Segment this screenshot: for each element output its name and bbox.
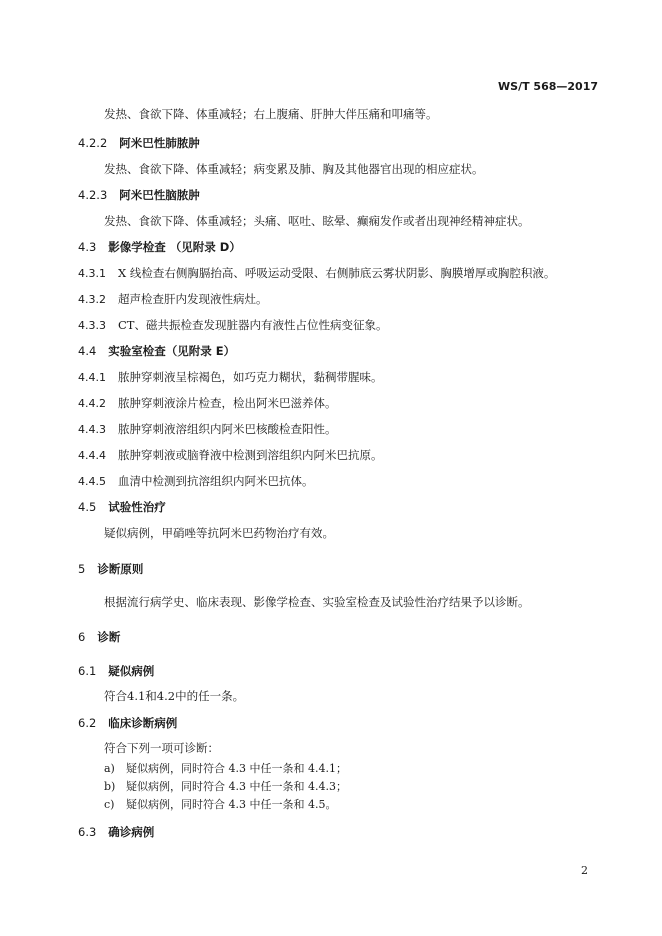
numbered-item: 4.4.5 血清中检测到抗溶组织内阿米巴抗体。 — [78, 474, 314, 488]
paragraph: 根据流行病学史、临床表现、影像学检查、实验室检查及试验性治疗结果予以诊断。 — [104, 595, 530, 609]
paragraph: 疑似病例，甲硝唑等抗阿米巴药物治疗有效。 — [104, 526, 334, 540]
section-heading: 6.2 临床诊断病例 — [78, 716, 178, 730]
list-item: c) 疑似病例，同时符合 4.3 中任一条和 4.5。 — [104, 798, 337, 811]
paragraph: 符合4.1和4.2中的任一条。 — [104, 689, 245, 703]
list-item: a) 疑似病例，同时符合 4.3 中任一条和 4.4.1； — [104, 762, 347, 775]
section-heading: 4.4 实验室检查（见附录 E） — [78, 344, 236, 358]
document-header-code: WS/T 568—2017 — [498, 80, 598, 93]
paragraph: 发热、食欲下降、体重减轻；右上腹痛、肝肿大伴压痛和叩痛等。 — [104, 107, 438, 121]
section-heading: 6.1 疑似病例 — [78, 664, 155, 678]
list-item: b) 疑似病例，同时符合 4.3 中任一条和 4.4.3； — [104, 780, 347, 793]
page-number: 2 — [581, 864, 588, 877]
numbered-item: 4.3.1 X 线检查右侧胸膈抬高、呼吸运动受限、右侧肺底云雾状阴影、胸膜增厚或胸腔积液。 — [78, 266, 556, 280]
numbered-item: 4.3.2 超声检查肝内发现液性病灶。 — [78, 292, 268, 306]
numbered-item: 4.4.1 脓肿穿刺液呈棕褐色，如巧克力糊状，黏稠带腥味。 — [78, 370, 383, 384]
section-heading: 5 诊断原则 — [78, 562, 144, 576]
section-heading: 4.2.3 阿米巴性脑脓肿 — [78, 188, 200, 202]
section-heading: 6 诊断 — [78, 630, 121, 644]
numbered-item: 4.4.3 脓肿穿刺液溶组织内阿米巴核酸检查阳性。 — [78, 422, 337, 436]
numbered-item: 4.4.4 脓肿穿刺液或脑脊液中检测到溶组织内阿米巴抗原。 — [78, 448, 383, 462]
section-heading: 4.5 试验性治疗 — [78, 500, 166, 514]
numbered-item: 4.4.2 脓肿穿刺液涂片检查，检出阿米巴滋养体。 — [78, 396, 337, 410]
paragraph: 发热、食欲下降、体重减轻；头痛、呕吐、眩晕、癫痫发作或者出现神经精神症状。 — [104, 214, 530, 228]
section-heading: 4.2.2 阿米巴性肺脓肿 — [78, 136, 200, 150]
section-heading: 6.3 确诊病例 — [78, 825, 155, 839]
numbered-item: 4.3.3 CT、磁共振检查发现脏器内有液性占位性病变征象。 — [78, 318, 388, 332]
paragraph: 符合下列一项可诊断： — [104, 741, 219, 755]
section-heading: 4.3 影像学检查 （见附录 D） — [78, 240, 241, 254]
paragraph: 发热、食欲下降、体重减轻；病变累及肺、胸及其他器官出现的相应症状。 — [104, 162, 484, 176]
